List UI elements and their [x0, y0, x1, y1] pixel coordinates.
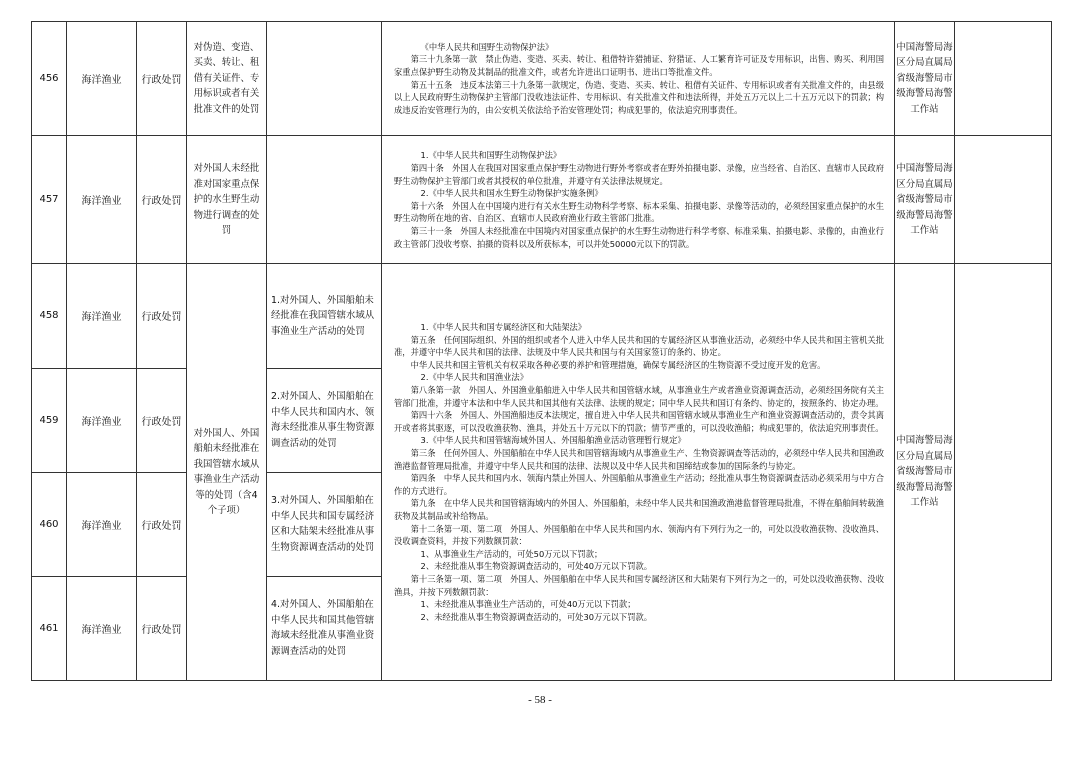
penalty-item: 1、从事渔业生产活动的，可处50万元以下罚款；: [420, 548, 603, 559]
action-type: 行政处罚: [137, 136, 187, 264]
row-number: 458: [32, 264, 67, 368]
row-number: 460: [32, 472, 67, 576]
table-row: [32, 264, 1052, 368]
item-name: 对外国人未经批准对国家重点保护的水生野生动物进行调查的处罚: [187, 136, 267, 264]
law-clause: 第十六条 外国人在中国境内进行有关水生野生动物科学考察、标本采集、拍摄电影、录像等活动的，必须经国家重点保护的水生野生动物所在地的省、自治区、直辖市人民政府渔业行政主管部门批准。: [394, 200, 884, 224]
law-clause: 第五条 任何国际组织、外国的组织或者个人进入中华人民共和国的专属经济区从事渔业活动，必须经中华人民共和国主管机关批准，并遵守中华人民共和国的法律、法规及中华人民共和国与有关国家签订的条约、协定。: [394, 334, 884, 358]
law-title: 《中华人民共和国野生动物保护法》: [420, 41, 554, 52]
table-row: [32, 136, 1052, 264]
sub-item-empty: [267, 22, 382, 136]
law-clause: 第十二条第一项、第二项 外国人、外国船舶在中华人民共和国内水、领海内有下列行为之一的，可处以没收渔获物、没收渔具、没收调查资料，并按下列数额罚款：: [394, 523, 884, 547]
enforcing-org: 中国海警局海区分局直属局省级海警局市级海警局海警工作站: [895, 22, 955, 136]
law-clause: 第五十五条 违反本法第三十九条第一款规定，伪造、变造、买卖、转让、租借有关证件、专用标识或者有关批准文件的，由县级以上人民政府野生动物保护主管部门没收违法证件、专用标识、有关批准文件和违法所得，并处五万元以上二十五万元以下的罚款；构成违反治安管理行为的，由公安机关依法给予治安管理处罚；构成犯罪的，依法追究刑事责任。: [394, 79, 884, 115]
enforcing-org: 中国海警局海区分局直属局省级海警局市级海警局海警工作站: [895, 136, 955, 264]
law-clause: 第九条 在中华人民共和国管辖海域内的外国人、外国船舶，未经中华人民共和国渔政渔港监督管理局批准，不得在船舶间转载渔获物及其制品或补给物品。: [394, 498, 884, 521]
action-type: 行政处罚: [137, 264, 187, 368]
remarks: [955, 136, 1052, 264]
law-clause: 第四十条 外国人在我国对国家重点保护野生动物进行野外考察或者在野外拍摄电影、录像，应当经省、自治区、直辖市人民政府野生动物保护主管部门或者其授权的单位批准，并遵守有关法律法规规定。: [394, 162, 884, 186]
law-title: 2.《中华人民共和国渔业法》: [420, 372, 529, 383]
law-title: 1.《中华人民共和国专属经济区和大陆架法》: [420, 322, 587, 333]
law-clause: 第三条 任何外国人、外国船舶在中华人民共和国管辖海域内从事渔业生产、生物资源调查等活动的，必须经中华人民共和国渔政渔港监督管理局批准，并遵守中华人民共和国的法律、法规以及中华人民共和国缔结或参加的国际条约与协定。: [394, 447, 884, 471]
row-number: 456: [32, 22, 67, 136]
sub-item-empty: [267, 136, 382, 264]
penalty-item: 2、未经批准从事生物资源调查活动的，可处30万元以下罚款。: [420, 611, 653, 622]
category: 海洋渔业: [67, 472, 137, 576]
enforcement-table: [31, 21, 1052, 681]
enforcing-org: 中国海警局海区分局直属局省级海警局市级海警局海警工作站: [895, 264, 955, 681]
remarks: [955, 264, 1052, 681]
category: 海洋渔业: [67, 368, 137, 472]
action-type: 行政处罚: [137, 472, 187, 576]
law-clause: 第三十九条第一款 禁止伪造、变造、买卖、转让、租借特许猎捕证、狩猎证、人工繁育许可证及专用标识，出售、购买、利用国家重点保护野生动物及其制品的批准文件，或者允许进出口证明书、进出口等批准文件。: [394, 54, 884, 77]
legal-basis: [382, 136, 895, 264]
category: 海洋渔业: [67, 22, 137, 136]
law-clause: 第十三条第一项、第二项 外国人、外国船舶在中华人民共和国专属经济区和大陆架有下列行为之一的，可处以没收渔获物、没收渔具，并按下列数额罚款：: [394, 573, 884, 597]
item-name: 对外国人、外国船舶未经批准在我国管辖水域从事渔业生产活动等的处罚（含4个子项）: [187, 264, 267, 681]
sub-item: 4.对外国人、外国船舶在中华人民共和国其他管辖海域未经批准从事渔业资源调查活动的处罚: [267, 576, 382, 680]
table-row: [32, 22, 1052, 136]
law-title: 2.《中华人民共和国水生野生动物保护实施条例》: [420, 188, 603, 199]
item-name: 对伪造、变造、买卖、转让、租借有关证件、专用标识或者有关批准文件的处罚: [187, 22, 267, 136]
row-number: 457: [32, 136, 67, 264]
law-title: 3.《中华人民共和国管辖海域外国人、外国船舶渔业活动管理暂行规定》: [420, 435, 686, 446]
penalty-item: 1、未经批准从事渔业生产活动的，可处40万元以下罚款；: [420, 599, 636, 610]
page-number: - 58 -: [528, 694, 552, 706]
sub-item: 3.对外国人、外国船舶在中华人民共和国专属经济区和大陆架未经批准从事生物资源调查活动的处罚: [267, 472, 382, 576]
action-type: 行政处罚: [137, 368, 187, 472]
action-type: 行政处罚: [137, 22, 187, 136]
law-clause: 第四十六条 外国人、外国渔船违反本法规定，擅自进入中华人民共和国管辖水域从事渔业生产和渔业资源调查活动的，责令其离开或者将其驱逐，可以没收渔获物、渔具，并处五十万元以下的罚款；情节严重的，可以没收渔船；构成犯罪的，依法追究刑事责任。: [394, 410, 884, 433]
law-title: 1.《中华人民共和国野生动物保护法》: [420, 150, 562, 161]
law-clause: 第四条 中华人民共和国内水、领海内禁止外国人、外国船舶从事渔业生产活动；经批准从事生物资源调查活动必须采用与中方合作的方式进行。: [394, 473, 884, 496]
law-clause: 第三十一条 外国人未经批准在中国境内对国家重点保护的水生野生动物进行科学考察、标准采集、拍摄电影、录像的，由渔业行政主管部门没收考察、拍摄的资料以及所获标本，可以并处50000元以下的罚款。: [394, 225, 884, 249]
penalty-item: 2、未经批准从事生物资源调查活动的，可处40万元以下罚款。: [420, 561, 653, 572]
sub-item: 2.对外国人、外国船舶在中华人民共和国内水、领海未经批准从事生物资源调查活动的处罚: [267, 368, 382, 472]
action-type: 行政处罚: [137, 576, 187, 680]
row-number: 461: [32, 576, 67, 680]
category: 海洋渔业: [67, 576, 137, 680]
law-clause: 中华人民共和国主管机关有权采取各种必要的养护和管理措施，确保专属经济区的生物资源不受过度开发的危害。: [410, 359, 826, 370]
legal-basis: [382, 22, 895, 136]
law-clause: 第八条第一款 外国人、外国渔业船舶进入中华人民共和国管辖水域，从事渔业生产或者渔业资源调查活动，必须经国务院有关主管部门批准，并遵守本法和中华人民共和国其他有关法律、法规的规定；同中华人民共和国订有条约、协定的，按照条约、协定办理。: [394, 385, 884, 408]
row-number: 459: [32, 368, 67, 472]
category: 海洋渔业: [67, 136, 137, 264]
remarks: [955, 22, 1052, 136]
legal-basis: [382, 264, 895, 681]
category: 海洋渔业: [67, 264, 137, 368]
sub-item: 1.对外国人、外国船舶未经批准在我国管辖水域从事渔业生产活动的处罚: [267, 264, 382, 368]
